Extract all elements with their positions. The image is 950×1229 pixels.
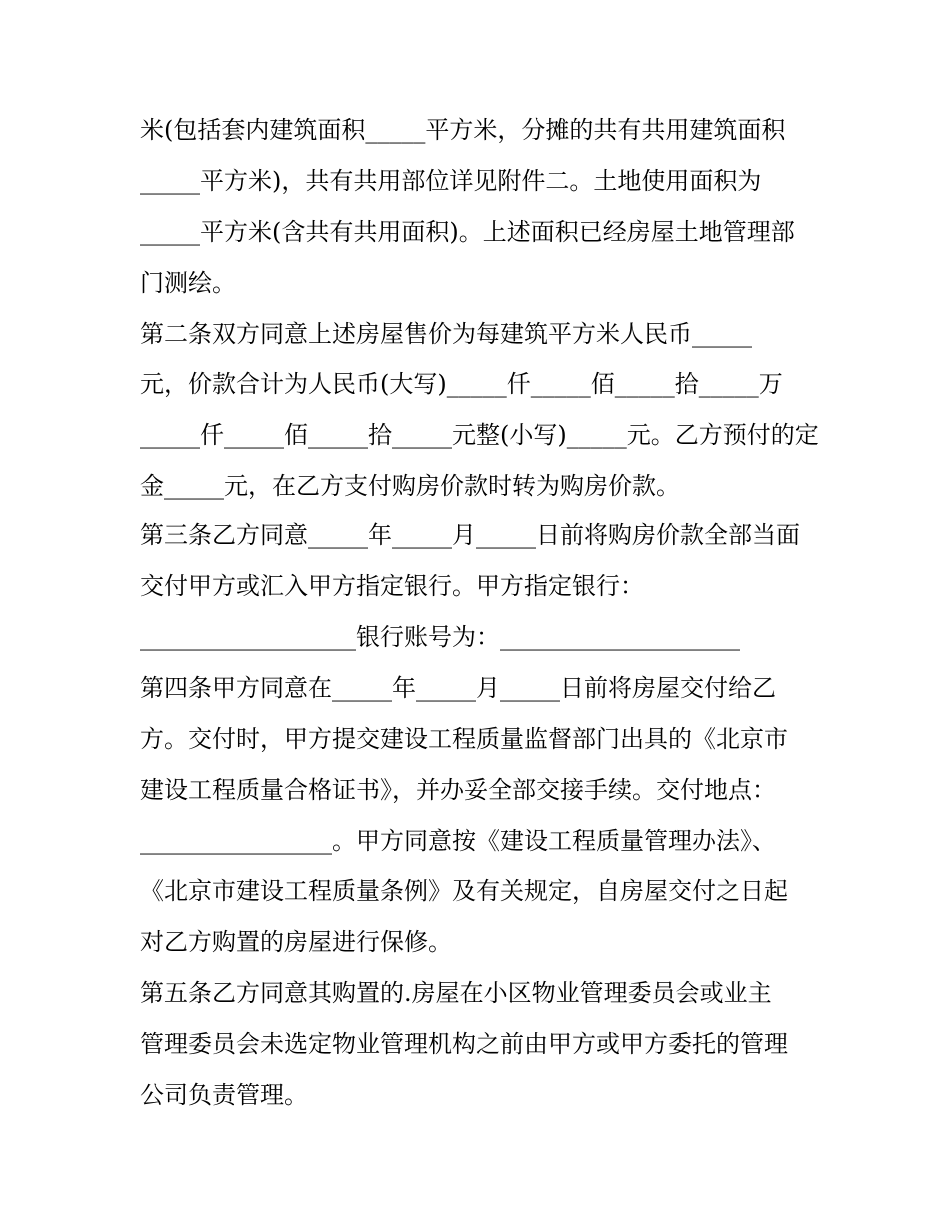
text-line: 建设工程质量合格证书》，并办妥全部交接手续。交付地点： xyxy=(140,776,776,804)
text-line: 第二条双方同意上述房屋售价为每建筑平方米人民币_____ xyxy=(140,320,752,348)
text-line: 对乙方购置的房屋进行保修。 xyxy=(140,928,452,956)
text-line: _____仟_____佰_____拾_____元整(小写)_____元。乙方预付的定 xyxy=(140,421,819,449)
text-line: 第四条甲方同意在_____年_____月_____日前将房屋交付给乙 xyxy=(140,674,776,702)
text-line: _____平方米(含共有共用面积)。上述面积已经房屋土地管理部 xyxy=(140,218,795,246)
text-line: _____平方米)，共有共用部位详见附件二。土地使用面积为 xyxy=(140,167,762,195)
text-line: 公司负责管理。 xyxy=(140,1081,308,1109)
text-line: 元，价款合计为人民币(大写)_____仟_____佰_____拾_____万 xyxy=(140,370,783,398)
text-line: 交付甲方或汇入甲方指定银行。甲方指定银行： xyxy=(140,572,644,600)
text-line: __________________银行账号为：____________________ xyxy=(140,623,740,651)
text-line: 《北京市建设工程质量条例》及有关规定，自房屋交付之日起 xyxy=(140,877,788,905)
text-line: 第三条乙方同意_____年_____月_____日前将购房价款全部当面 xyxy=(140,521,800,549)
text-line: 金_____元，在乙方支付购房价款时转为购房价款。 xyxy=(140,472,680,500)
text-line: 第五条乙方同意其购置的.房屋在小区物业管理委员会或业主 xyxy=(140,979,772,1007)
text-line: 管理委员会未选定物业管理机构之前由甲方或甲方委托的管理 xyxy=(140,1030,788,1058)
text-line: 门测绘。 xyxy=(140,269,236,297)
text-line: 米(包括套内建筑面积_____平方米，分摊的共有共用建筑面积 xyxy=(140,116,786,144)
text-line: 方。交付时，甲方提交建设工程质量监督部门出具的《北京市 xyxy=(140,725,788,753)
text-line: ________________。甲方同意按《建设工程质量管理办法》、 xyxy=(140,827,776,855)
